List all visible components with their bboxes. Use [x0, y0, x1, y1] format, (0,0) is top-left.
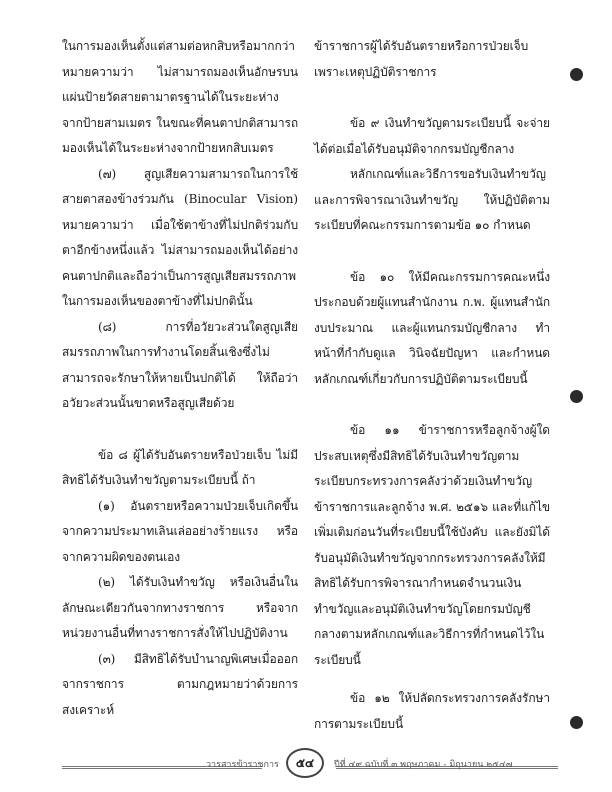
paragraph-clause-9: ข้อ ๙ เงินทำขวัญตามระเบียบนี้ จะจ่ายได้ต่อเมื่อได้รับอนุมัติจากกรมบัญชีกลาง: [314, 116, 550, 156]
spacer: [314, 392, 550, 418]
footer-journal-name: วารสารข้าราชการ: [206, 760, 279, 770]
paragraph-clause-8: ข้อ ๘ ผู้ได้รับอันตรายหรือป่วยเจ็บ ไม่มีสิทธิได้รับเงินทำขวัญตามระเบียบนี้ ถ้า: [62, 447, 298, 487]
spacer: [314, 85, 550, 111]
spacer: [314, 239, 550, 265]
spacer: [314, 673, 550, 686]
left-column: [62, 34, 298, 723]
paragraph-item-7-binocular: (๗) สูญเสียความสามารถในการใช้สายตาสองข้างร่วมกัน (Binocular Vision) หมายความว่า เมื่อใช้ตาข้างที่ไม่ปกติร่วมกับตาอีกข้างหนึ่งแล้ว ไม่สามารถมองเห็นได้อย่างคนตาปกติและถือว่าเป็นการสูญเสียสมรรถภาพในการมองเห็นของตาข้างที่ไม่ปกตินั้น: [62, 166, 298, 308]
paragraph-continuation: ข้าราชการผู้ได้รับอันตรายหรือการป่วยเจ็บเพราะเหตุปฏิบัติราชการ: [314, 39, 529, 79]
binder-hole-icon: [570, 68, 583, 81]
binder-hole-icon: [570, 390, 583, 403]
right-column: [314, 34, 550, 737]
paragraph-clause-8-item-3: (๓) มีสิทธิได้รับบำนาญพิเศษเมื่อออกจากราชการ ตามกฎหมายว่าด้วยการสงเคราะห์: [62, 651, 298, 717]
paragraph-clause-9-criteria: หลักเกณฑ์และวิธีการขอรับเงินทำขวัญและการพิจารณาเงินทำขวัญ ให้ปฏิบัติตามระเบียบที่คณะกรรมการตามข้อ ๑๐ กำหนด: [314, 167, 550, 232]
paragraph-clause-12: ข้อ ๑๒ ให้ปลัดกระทรวงการคลังรักษาการตามระเบียบนี้: [314, 691, 550, 731]
binder-hole-icon: [570, 716, 583, 729]
paragraph-vision-definition: ในการมองเห็นตั้งแต่สามต่อหกสิบหรือมากกว่า หมายความว่า ไม่สามารถมองเห็นอักษรบนแผ่นป้ายวัดสายตามาตรฐานได้ในระยะห่างจากป้ายสามเมตร ในขณะที่คนตาปกติสามารถมองเห็นได้ในระยะห่างจากป้ายหกสิบเมตร: [62, 39, 298, 155]
paragraph-clause-11: ข้อ ๑๑ ข้าราชการหรือลูกจ้างผู้ใดประสบเหตุซึ่งมีสิทธิได้รับเงินทำขวัญตามระเบียบกระทรวงการคลังว่าด้วยเงินทำขวัญข้าราชการและลูกจ้าง พ.ศ. ๒๕๑๖ และที่แก้ไขเพิ่มเติมก่อนวันที่ระเบียบนี้ใช้บังคับ และยังมิได้รับอนุมัติเงินทำขวัญจากกระทรวงการคลังให้มีสิทธิได้รับการพิจารณากำหนดจำนวนเงินทำขวัญและอนุมัติเงินทำขวัญโดยกรมบัญชีกลางตามหลักเกณฑ์และวิธีการที่กำหนดไว้ในระเบียบนี้: [314, 423, 550, 667]
paragraph-clause-10: ข้อ ๑๐ ให้มีคณะกรรมการคณะหนึ่งประกอบด้วยผู้แทนสำนักงาน ก.พ. ผู้แทนสำนักงบประมาณ และผู้แทนกรมบัญชีกลาง ทำหน้าที่กำกับดูแล วินิจฉัยปัญหา และกำหนดหลักเกณฑ์เกี่ยวกับการปฏิบัติตามระเบียบนี้: [314, 269, 550, 386]
spacer: [62, 417, 298, 443]
paragraph-item-8-organ-loss: (๘) การที่อวัยวะส่วนใดสูญเสียสมรรถภาพในการทำงานโดยสิ้นเชิงซึ่งไม่สามารถจะรักษาให้หายเป็นปกติได้ ให้ถือว่าอวัยวะส่วนนั้นขาดหรือสูญเสียด้วย: [62, 319, 298, 410]
footer-issue-info: ปีที่ ๔๙ ฉบับที่ ๓ พฤษภาคม - มิถุนายน ๒๕๔๗: [334, 760, 513, 770]
page-number: ๕๔: [286, 748, 324, 778]
paragraph-clause-8-item-1: (๑) อันตรายหรือความป่วยเจ็บเกิดขึ้นจากความประมาทเลินเล่ออย่างร้ายแรง หรือจากความผิดของตนเอง: [62, 498, 298, 564]
paragraph-clause-8-item-2: (๒) ได้รับเงินทำขวัญ หรือเงินอื่นในลักษณะเดียวกันจากทางราชการ หรือจากหน่วยงานอื่นที่ทางราชการสั่งให้ไปปฏิบัติงาน: [62, 575, 298, 640]
